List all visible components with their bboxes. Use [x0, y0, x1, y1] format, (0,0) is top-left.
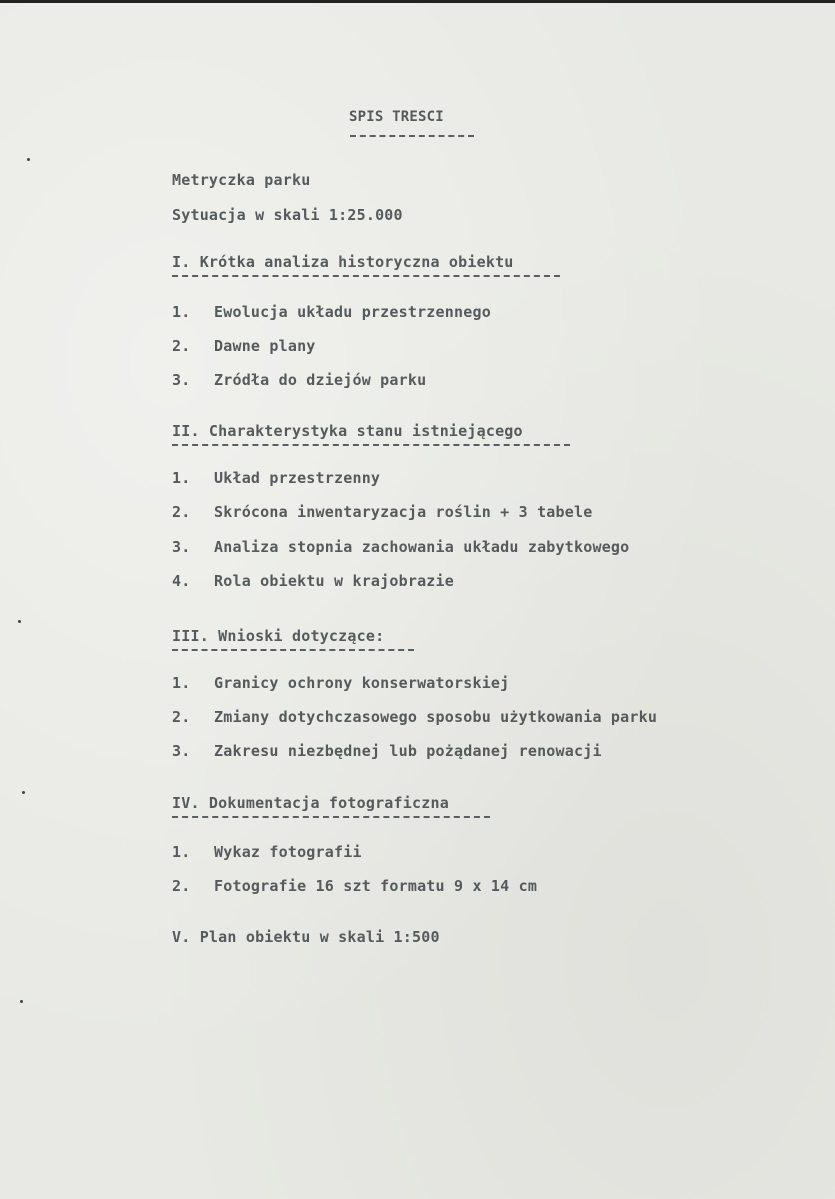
list-item	[172, 742, 602, 760]
list-item	[172, 303, 491, 321]
section-heading: III. Wnioski dotyczące:	[172, 627, 385, 645]
section-underline	[172, 816, 490, 818]
list-item	[172, 674, 509, 692]
item-text: Zródła do dziejów parku	[214, 371, 427, 389]
section-underline	[172, 444, 570, 446]
item-number: 3.	[172, 538, 191, 556]
list-item	[172, 708, 657, 726]
item-number: 3.	[172, 742, 191, 760]
section-heading: I. Krótka analiza historyczna obiektu	[172, 253, 514, 271]
list-item	[172, 371, 426, 389]
final-line: V. Plan obiektu w skali 1:500	[172, 928, 440, 946]
intro-line: Sytuacja w skali 1:25.000	[172, 206, 403, 224]
list-item	[172, 843, 362, 861]
document-title: SPIS TRESCI	[349, 109, 444, 125]
item-text: Fotografie 16 szt formatu 9 x 14 cm	[214, 877, 538, 895]
item-text: Zakresu niezbędnej lub pożądanej renowacji	[214, 742, 602, 760]
item-text: Rola obiektu w krajobrazie	[214, 572, 454, 590]
item-number: 1.	[172, 674, 191, 692]
item-text: Dawne plany	[214, 337, 316, 355]
item-text: Ewolucja układu przestrzennego	[214, 303, 491, 321]
list-item	[172, 538, 629, 556]
item-number: 1.	[172, 843, 191, 861]
item-number: 1.	[172, 469, 191, 487]
item-number: 4.	[172, 572, 191, 590]
list-item	[172, 572, 454, 590]
section-underline	[172, 649, 414, 651]
list-item	[172, 337, 316, 355]
item-number: 2.	[172, 337, 191, 355]
item-text: Analiza stopnia zachowania układu zabytkowego	[214, 538, 630, 556]
section-heading: IV. Dokumentacja fotograficzna	[172, 794, 449, 812]
item-text: Zmiany dotychczasowego sposobu użytkowania parku	[214, 708, 658, 726]
item-number: 1.	[172, 303, 191, 321]
list-item	[172, 469, 380, 487]
scan-speck	[18, 620, 21, 623]
item-number: 2.	[172, 877, 191, 895]
item-text: Układ przestrzenny	[214, 469, 381, 487]
intro-line: Metryczka parku	[172, 171, 311, 189]
scan-speck	[27, 158, 30, 161]
item-number: 3.	[172, 371, 191, 389]
section-underline	[172, 275, 560, 277]
item-number: 2.	[172, 708, 191, 726]
section-heading: II. Charakterystyka stanu istniejącego	[172, 422, 523, 440]
item-text: Skrócona inwentaryzacja roślin + 3 tabele	[214, 503, 593, 521]
item-number: 2.	[172, 503, 191, 521]
list-item	[172, 503, 592, 521]
scan-speck	[22, 791, 25, 794]
item-text: Granicy ochrony konserwatorskiej	[214, 674, 510, 692]
list-item	[172, 877, 537, 895]
scan-speck	[20, 1000, 23, 1003]
title-underline	[350, 135, 474, 137]
item-text: Wykaz fotografii	[214, 843, 362, 861]
